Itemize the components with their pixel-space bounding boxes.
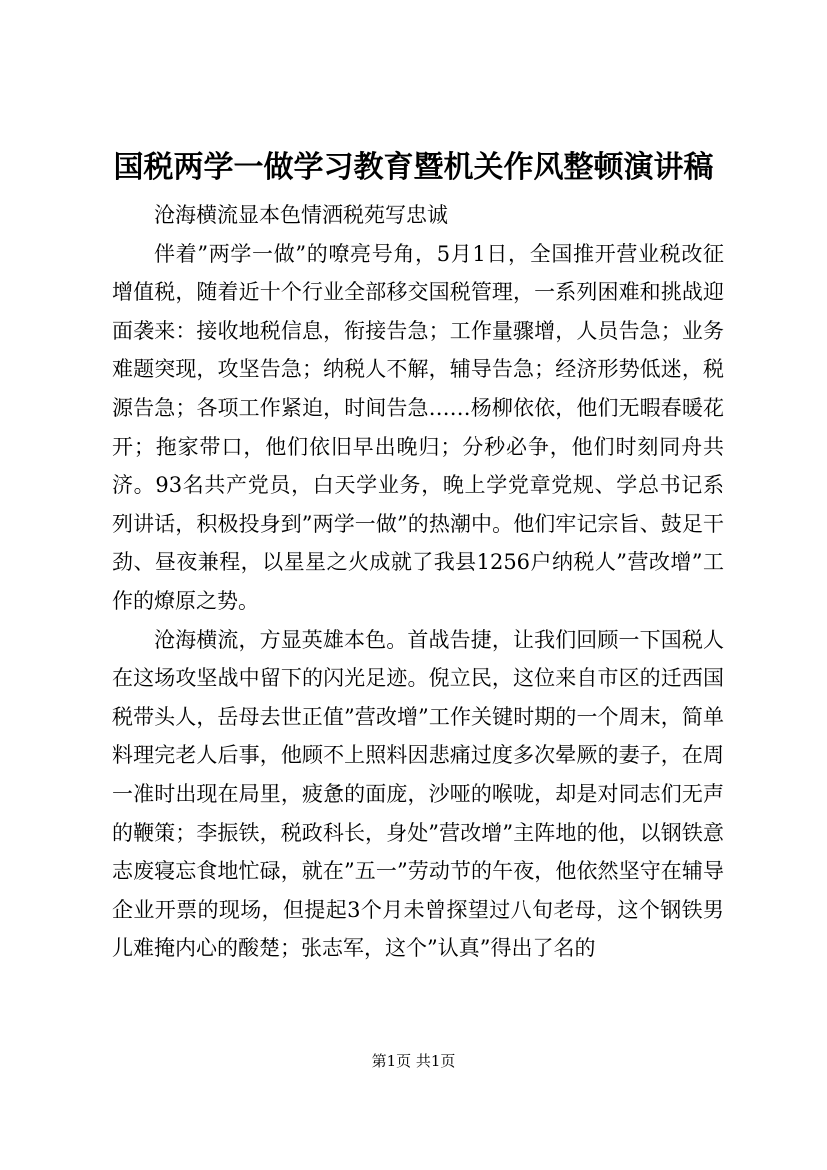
body-paragraph-1: 伴着”两学一做”的嘹亮号角，5月1日，全国推开营业税改征增值税，随着近十个行业全部移交国税管理，一系列困难和挑战迎面袭来：接收地税信息，衔接告急；工作量骤增，人员告急；业务难题突现，攻坚告急；纳税人不解，辅导告急；经济形势低迷，税源告急；各项工作紧迫，时间告急……杨柳依依，他们无暇春暖花开；拖家带口，他们依旧早出晚归；分秒必争，他们时刻同舟共济。93名共产党员，白天学业务，晚上学党章党规、学总书记系列讲话，积极投身到”两学一做”的热潮中。他们牢记宗旨、鼓足干劲、昼夜兼程，以星星之火成就了我县1256户纳税人”营改增”工作的燎原之势。	[112, 241, 724, 613]
subtitle-paragraph: 沧海横流显本色情洒税苑写忠诚	[154, 203, 448, 227]
body-paragraph-2: 沧海横流，方显英雄本色。首战告捷，让我们回顾一下国税人在这场攻坚战中留下的闪光足迹。倪立民，这位来自市区的迁西国税带头人，岳母去世正值”营改增”工作关键时期的一个周末，简单料理完老人后事，他顾不上照料因悲痛过度多次晕厥的妻子，在周一准时出现在局里，疲惫的面庞，沙哑的喉咙，却是对同志们无声的鞭策；李振铁，税政科长，身处”营改增”主阵地的他，以钢铁意志废寝忘食地忙碌，就在”五一”劳动节的午夜，他依然坚守在辅导企业开票的现场，但提起3个月未曾探望过八旬老母，这个钢铁男儿难掩内心的酸楚；张志军，这个”认真”得出了名的	[112, 627, 724, 961]
document-body	[112, 196, 724, 968]
document-title: 国税两学一做学习教育暨机关作风整顿演讲稿	[113, 150, 714, 185]
page-number-footer: 第1页 共1页	[371, 1052, 456, 1070]
